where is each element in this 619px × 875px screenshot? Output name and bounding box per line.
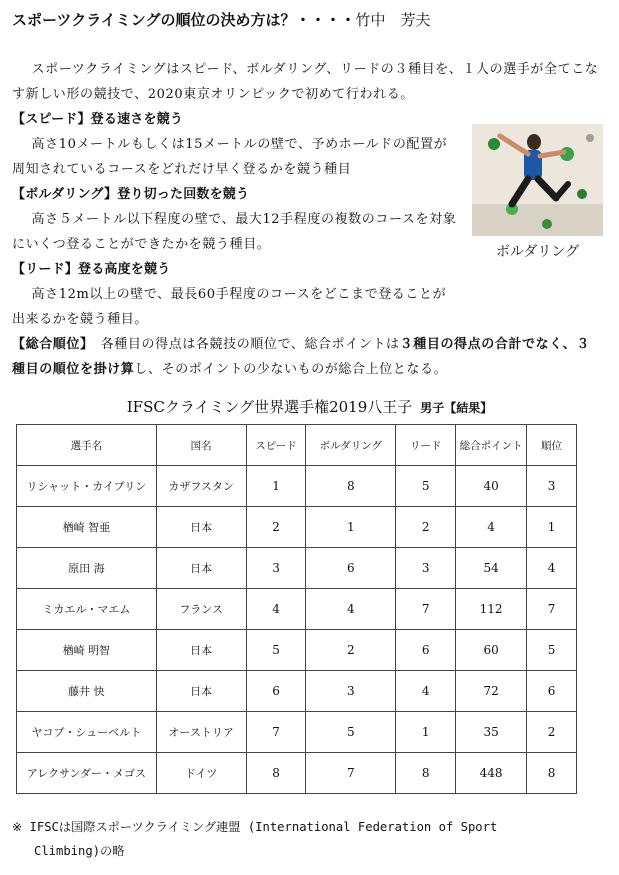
bouldering-score: 8 <box>306 466 396 507</box>
country: 日本 <box>156 507 246 548</box>
footnote <box>12 815 597 863</box>
rank: 7 <box>527 589 577 630</box>
intro-paragraph: スポーツクライミングはスピード、ボルダリング、リードの３種目を、１人の選手が全てこなす新しい形の競技で、2020東京オリンピックで初めて行われる。 <box>12 62 599 102</box>
country: フランス <box>156 589 246 630</box>
total-points: 72 <box>456 671 527 712</box>
bouldering-score: 6 <box>306 548 396 589</box>
player-name: 楢崎 明智 <box>17 630 157 671</box>
header-speed: スピード <box>246 425 306 466</box>
table-row <box>17 753 577 794</box>
climber-illustration <box>472 124 603 236</box>
lead-score: 3 <box>396 548 456 589</box>
player-name: アレクサンダー・メゴス <box>17 753 157 794</box>
photo-caption: ボルダリング <box>472 236 603 269</box>
speed-heading: 【スピード】登る速さを競う <box>12 112 184 127</box>
overall-heading: 【総合順位】 <box>12 337 88 352</box>
speed-score: 2 <box>246 507 306 548</box>
player-name: リシャット・カイブリン <box>17 466 157 507</box>
total-points: 448 <box>456 753 527 794</box>
speed-score: 6 <box>246 671 306 712</box>
lead-score: 2 <box>396 507 456 548</box>
header-country: 国名 <box>156 425 246 466</box>
lead-score: 6 <box>396 630 456 671</box>
header-bouldering: ボルダリング <box>306 425 396 466</box>
footnote-line-2: Climbing)の略 <box>34 844 125 858</box>
table-row <box>17 589 577 630</box>
title-text: スポーツクライミングの順位の決め方は？・・・・ <box>12 11 356 29</box>
results-table <box>16 424 577 794</box>
author-name: 竹中 芳夫 <box>355 11 431 29</box>
player-name: ミカエル・マエム <box>17 589 157 630</box>
header-total-points: 総合ポイント <box>456 425 527 466</box>
total-points: 60 <box>456 630 527 671</box>
overall-bold-text: ３種目の得点の合計でなく、３種目の順位を掛け算 <box>12 337 590 377</box>
bouldering-heading: 【ボルダリング】登り切った回数を競う <box>12 187 250 202</box>
bouldering-score: 4 <box>306 589 396 630</box>
country: 日本 <box>156 630 246 671</box>
table-title <box>0 396 619 417</box>
bouldering-score: 2 <box>306 630 396 671</box>
bouldering-score: 1 <box>306 507 396 548</box>
lead-score: 4 <box>396 671 456 712</box>
total-points: 40 <box>456 466 527 507</box>
total-points: 112 <box>456 589 527 630</box>
table-row <box>17 630 577 671</box>
player-name: 藤井 快 <box>17 671 157 712</box>
bouldering-photo <box>472 124 603 269</box>
footnote-line-1: ※ IFSCは国際スポーツクライミング連盟 (International Federation of Sport <box>12 820 498 834</box>
document-title <box>12 9 612 30</box>
rank: 3 <box>527 466 577 507</box>
speed-score: 5 <box>246 630 306 671</box>
lead-score: 8 <box>396 753 456 794</box>
header-rank: 順位 <box>527 425 577 466</box>
speed-score: 3 <box>246 548 306 589</box>
rank: 8 <box>527 753 577 794</box>
table-row <box>17 548 577 589</box>
country: 日本 <box>156 671 246 712</box>
bouldering-score: 7 <box>306 753 396 794</box>
rank: 6 <box>527 671 577 712</box>
country: カザフスタン <box>156 466 246 507</box>
overall-text-2: し、そのポイントの少ないものが総合上位となる。 <box>134 362 448 377</box>
bouldering-score: 3 <box>306 671 396 712</box>
rank: 1 <box>527 507 577 548</box>
overall-paragraph <box>12 332 602 382</box>
country: ドイツ <box>156 753 246 794</box>
bouldering-description: 高さ５メートル以下程度の壁で、最大12手程度の複数のコースを対象にいくつ登ることができたかを競う種目。 <box>12 212 457 252</box>
table-header-row <box>17 425 577 466</box>
table-row <box>17 466 577 507</box>
total-points: 35 <box>456 712 527 753</box>
table-row <box>17 671 577 712</box>
rank: 4 <box>527 548 577 589</box>
table-row <box>17 712 577 753</box>
player-name: ヤコブ・シューベルト <box>17 712 157 753</box>
speed-score: 8 <box>246 753 306 794</box>
lead-score: 5 <box>396 466 456 507</box>
overall-text-1: 各種目の得点は各競技の順位で、総合ポイントは <box>87 337 400 352</box>
speed-description: 高さ10メートルもしくは15メートルの壁で、予めホールドの配置が周知されているコースをどれだけ早く登るかを競う種目 <box>12 137 448 177</box>
speed-score: 1 <box>246 466 306 507</box>
lead-description: 高さ12m以上の壁で、最長60手程度のコースをどこまで登ることが出来るかを競う種目。 <box>12 287 447 327</box>
bouldering-score: 5 <box>306 712 396 753</box>
header-lead: リード <box>396 425 456 466</box>
player-name: 楢崎 智亜 <box>17 507 157 548</box>
total-points: 4 <box>456 507 527 548</box>
table-subtitle: 男子【結果】 <box>420 401 493 415</box>
header-player: 選手名 <box>17 425 157 466</box>
table-row <box>17 507 577 548</box>
table-title-text: IFSCクライミング世界選手権2019八王子 <box>126 398 413 416</box>
country: 日本 <box>156 548 246 589</box>
rank: 2 <box>527 712 577 753</box>
rank: 5 <box>527 630 577 671</box>
lead-heading: 【リード】登る高度を競う <box>12 262 171 277</box>
country: オーストリア <box>156 712 246 753</box>
speed-score: 7 <box>246 712 306 753</box>
total-points: 54 <box>456 548 527 589</box>
player-name: 原田 海 <box>17 548 157 589</box>
lead-score: 7 <box>396 589 456 630</box>
lead-score: 1 <box>396 712 456 753</box>
speed-score: 4 <box>246 589 306 630</box>
